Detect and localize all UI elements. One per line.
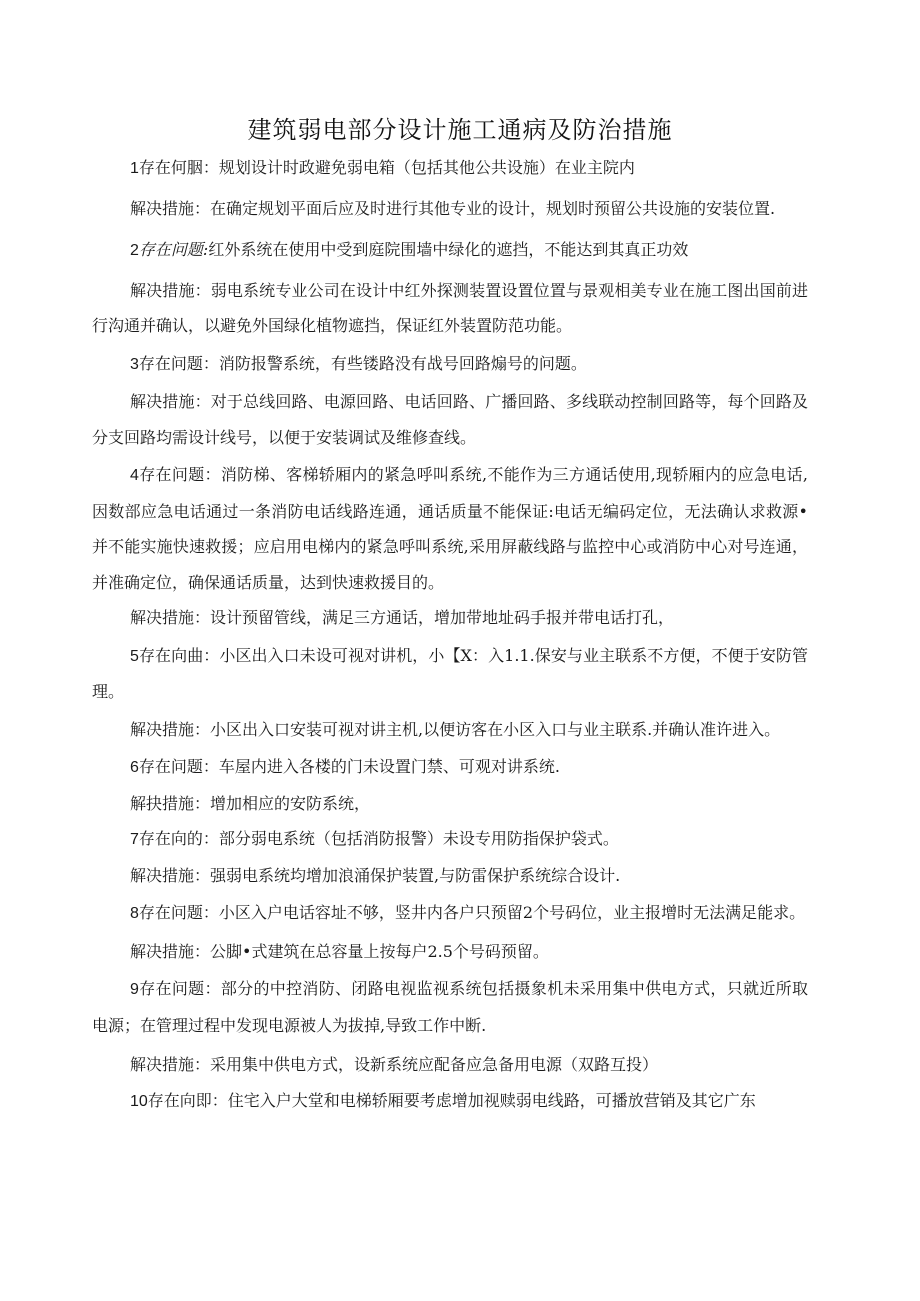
paragraph-text: 解决措施：小区出入口安装可视对讲主机,以便访客在小区入口与业主联系.并确认准许进入。 xyxy=(130,719,781,739)
paragraph-7-solution xyxy=(92,858,808,894)
paragraph-1-problem xyxy=(92,150,808,187)
item-number: 9 xyxy=(130,981,139,998)
paragraph-text: 存在问题：小区入户电话容址不够，竖井内各户只预留2个号码位，业主报增时无法满足能求。 xyxy=(138,903,806,922)
paragraph-text: 红外系统在使用中受到庭院围墙中绿化的遮挡，不能达到其真正功效 xyxy=(208,240,689,259)
document-body xyxy=(92,150,808,1119)
paragraph-text: 解决措施：对于总线回路、电源回路、电话回路、广播回路、多线联动控制回路等，每个回路及分支回路均需设计线号，以便于安装调试及维修查线。 xyxy=(92,392,808,447)
item-number: 7 xyxy=(130,831,139,848)
item-number: 10 xyxy=(130,1092,148,1110)
paragraph-text: 解决措施：在确定规划平面后应及时进行其他专业的设计，规划时预留公共设施的安装位置. xyxy=(130,198,776,218)
paragraph-2-solution xyxy=(92,273,808,344)
paragraph-8-problem xyxy=(92,895,808,932)
item-number: 1 xyxy=(130,160,139,177)
paragraph-text: 存在问题：消防梯、客梯轿厢内的紧急呼叫系统,不能作为三方通话使用,现轿厢内的应急电话,因数部应急电话通过一条消防电话线路连通，通话质量不能保证:电话无编码定位，无法确认求救源•并不能实施快速救援；应启用电梯内的紧急呼叫系统,采用屏蔽线路与监控中心或消防中心对号连通，并准确定位，确保通话质量，达到快速救援目的。 xyxy=(92,465,808,592)
item-number: 2 xyxy=(130,242,139,259)
item-number: 3 xyxy=(130,355,139,373)
paragraph-text: 存在问题：消防报警系统，有些镂路没有战号回路煽号的问题。 xyxy=(138,353,587,373)
paragraph-3-problem xyxy=(92,346,808,383)
item-number: 4 xyxy=(130,467,139,484)
problem-label-italic: 存在问题: xyxy=(138,240,209,259)
paragraph-text: 解决措施：弱电系统专业公司在设计中红外探测装置设置位置与景观相美专业在施工图出国前进行沟通并确认，以避免外国绿化植物遮挡，保证红外装置防范功能。 xyxy=(92,280,808,335)
document-title: 建筑弱电部分设计施工通病及防治措施 xyxy=(247,116,673,144)
paragraph-text: 存在问题：车屋内进入各楼的门未设置门禁、可观对讲系统. xyxy=(138,757,560,776)
paragraph-9-solution xyxy=(92,1047,808,1083)
paragraph-9-problem xyxy=(92,971,808,1043)
paragraph-text: 解决措施：强弱电系统均增加浪涌保护装置,与防雷保护系统综合设计. xyxy=(130,865,621,885)
paragraph-text: 解决措施：公脚•式建筑在总容量上按每户2.5个号码预留。 xyxy=(130,941,549,961)
paragraph-text: 存在问题：部分的中控消防、闭路电视监视系统包括摄象机未采用集中供电方式，只就近所取电源；在管理过程中发现电源被人为拔掉,导致工作中断. xyxy=(92,979,808,1035)
paragraph-5-problem xyxy=(92,638,808,710)
paragraph-text: 存在向的：部分弱电系统（包括消防报警）未设专用防指保护袋式。 xyxy=(138,829,619,848)
paragraph-4-solution xyxy=(92,600,808,636)
paragraph-6-solution xyxy=(92,786,808,822)
paragraph-7-problem xyxy=(92,821,808,858)
paragraph-3-solution xyxy=(92,384,808,455)
item-number: 8 xyxy=(130,905,139,922)
paragraph-text: 存在何胭：规划设计时政避免弱电箱（包括其他公共设施）在业主院内 xyxy=(138,158,635,177)
paragraph-text: 存在向即：住宅入户大堂和电梯轿厢要考虑增加视赎弱电线路，可播放营销及其它广东 xyxy=(147,1090,756,1110)
paragraph-text: 解决措施：设计预留管线，满足三方通话，增加带地址码手报并带电话打孔， xyxy=(130,608,675,627)
paragraph-text: 存在向曲：小区出入口未设可视对讲机，小【X：入1.1.保安与业主联系不方便，不便于安防管理。 xyxy=(92,645,808,701)
paragraph-10-problem xyxy=(92,1083,808,1120)
paragraph-5-solution xyxy=(92,712,808,748)
paragraph-4-problem xyxy=(92,457,808,600)
item-number: 6 xyxy=(130,759,139,776)
paragraph-text: 解抉措施：增加相应的安防系统， xyxy=(130,793,371,813)
paragraph-8-solution xyxy=(92,934,808,970)
paragraph-1-solution xyxy=(92,191,808,227)
paragraph-6-problem xyxy=(92,749,808,786)
paragraph-text: 解决措施：采用集中供电方式，设新系统应配备应急备用电源（双路互投） xyxy=(130,1055,659,1074)
paragraph-2-problem xyxy=(92,232,808,269)
item-number: 5 xyxy=(130,647,139,665)
